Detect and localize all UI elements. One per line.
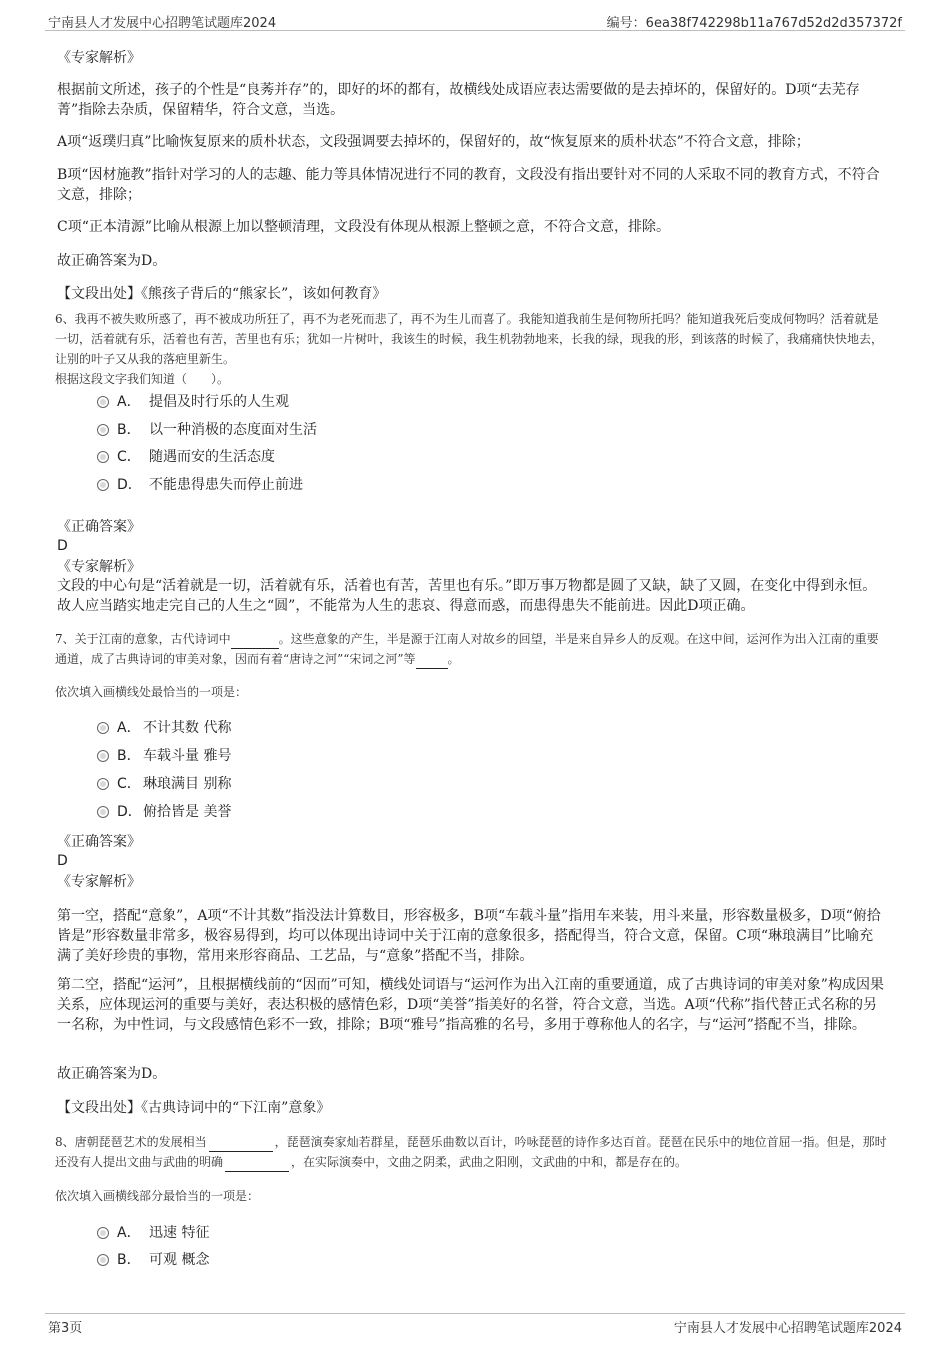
- q7-stem-part3: 。: [447, 652, 460, 666]
- q7-option-a[interactable]: [97, 718, 231, 738]
- q8-stem-part2: ，琵琶演奏家灿若群星，琵琶乐曲数以百计，吟咏琵琶的诗作多达百首。琵琶在民乐中的地位首屈一指。但是，那时还没有人提出文曲与武曲的明确: [55, 1135, 887, 1169]
- option-letter: A．: [117, 394, 141, 410]
- q5-analysis-p4: C项“正本清源”比喻从根源上加以整顿清理，文段没有体现从根源上整顿之意，不符合文意，排除。: [57, 219, 671, 235]
- option-text: 车载斗量 雅号: [143, 748, 232, 764]
- radio-icon[interactable]: [97, 424, 109, 436]
- q6-option-d[interactable]: [97, 475, 303, 495]
- header-title: 宁南县人才发展中心招聘笔试题库2024: [48, 16, 277, 31]
- q7-stem-part1: 7、关于江南的意象，古代诗词中: [55, 632, 231, 646]
- option-letter: A．: [117, 1225, 141, 1241]
- radio-icon[interactable]: [97, 722, 109, 734]
- q8-option-b[interactable]: [97, 1250, 209, 1270]
- q5-analysis-p3: B项“因材施教”指针对学习的人的志趣、能力等具体情况进行不同的教育，文段没有指出要针对不同的人采取不同的教育方式，不符合文意，排除；: [57, 167, 880, 203]
- option-text: 迅速 特征: [149, 1225, 210, 1241]
- option-text: 不计其数 代称: [143, 720, 232, 736]
- q8-question: 依次填入画横线部分最恰当的一项是：: [55, 1189, 260, 1203]
- option-letter: D．: [117, 804, 142, 820]
- q6-answer-heading: 《正确答案》: [57, 519, 141, 535]
- q7-option-d[interactable]: [97, 802, 231, 822]
- page-header: [45, 8, 905, 31]
- q7-answer-heading: 《正确答案》: [57, 834, 141, 850]
- q5-analysis-p1: 根据前文所述，孩子的个性是“良莠并存”的，即好的坏的都有，故横线处成语应表达需要做的是去掉坏的，保留好的。D项“去芜存菁”指除去杂质，保留精华，符合文意，当选。: [57, 82, 860, 118]
- q7-blank-2: [416, 654, 448, 669]
- q6-question: 根据这段文字我们知道（ ）。: [55, 372, 230, 386]
- q8-stem: [55, 1132, 890, 1172]
- q7-stem-part2: 。这些意象的产生，半是源于江南人对故乡的回望，半是来自异乡人的反观。在这中间，运河作为出入江南的重要通道，成了古典诗词的审美对象，因而有着“唐诗之河”“宋词之河”等: [55, 632, 879, 666]
- option-text: 可观 概念: [149, 1252, 210, 1268]
- option-letter: C．: [117, 449, 141, 465]
- radio-icon[interactable]: [97, 1254, 109, 1266]
- option-letter: A．: [117, 720, 141, 736]
- option-text: 琳琅满目 别称: [143, 776, 232, 792]
- footer-title: 宁南县人才发展中心招聘笔试题库2024: [673, 1321, 902, 1336]
- q8-blank-2: [225, 1157, 289, 1172]
- q5-analysis-heading: 《专家解析》: [57, 50, 141, 66]
- option-letter: D．: [117, 477, 142, 493]
- q7-option-b[interactable]: [97, 746, 231, 766]
- option-text: 不能患得患失而停止前进: [149, 477, 303, 493]
- q5-conclusion: 故正确答案为D。: [57, 253, 167, 269]
- q6-option-b[interactable]: [97, 420, 317, 440]
- option-text: 以一种消极的态度面对生活: [149, 422, 317, 438]
- option-letter: B．: [117, 422, 141, 438]
- q7-analysis-heading: 《专家解析》: [57, 874, 141, 890]
- q7-question: 依次填入画横线处最恰当的一项是：: [55, 685, 248, 699]
- page-footer: [45, 1313, 905, 1338]
- radio-icon[interactable]: [97, 451, 109, 463]
- option-letter: B．: [117, 1252, 141, 1268]
- option-text: 随遇而安的生活态度: [149, 449, 275, 465]
- q8-option-a[interactable]: [97, 1223, 209, 1243]
- q6-answer: D: [57, 538, 68, 554]
- q6-analysis-heading: 《专家解析》: [57, 559, 141, 575]
- option-letter: C．: [117, 776, 141, 792]
- q7-option-c[interactable]: [97, 774, 231, 794]
- q8-stem-part1: 8、唐朝琵琶艺术的发展相当: [55, 1135, 207, 1149]
- q7-analysis-p2: 第二空，搭配“运河”，且根据横线前的“因而”可知，横线处词语与“运河作为出入江南的重要通道，成了古典诗词的审美对象”构成因果关系，应体现运河的重要与美好，表达积极的感情色彩，D项“美誉”指美好的名誉，符合文意，当选。A项“代称”指代替正式名称的另一名称，为中性词，与文段感情色彩不一致，排除；B项“雅号”指高雅的名号，多用于尊称他人的名字，与“运河”搭配不当，排除。: [57, 977, 884, 1033]
- q7-source: 【文段出处】《古典诗词中的“下江南”意象》: [57, 1100, 331, 1116]
- radio-icon[interactable]: [97, 778, 109, 790]
- q6-analysis: 文段的中心句是“活着就是一切，活着就有乐，活着也有苦，苦里也有乐。”即万事万物都是圆了又缺，缺了又圆，在变化中得到永恒。故人应当踏实地走完自己的人生之“圆”，不能常为人生的悲哀、得意而惑，而患得患失不能前进。因此D项正确。: [57, 578, 877, 614]
- q6-stem: 6、我再不被失败所惑了，再不被成功所狂了，再不为老死而悲了，再不为生儿而喜了。我能知道我前生是何物所托吗？能知道我死后变成何物吗？活着就是一切，活着就有乐，活着也有苦，苦里也有乐；犹如一片树叶，我该生的时候，我生机勃勃地来，长我的绿，现我的形，到该落的时候了，我痛痛快快地去，让别的叶子又从我的落疤里新生。: [55, 312, 884, 366]
- option-text: 俯拾皆是 美誉: [143, 804, 232, 820]
- q7-stem: [55, 629, 890, 669]
- header-doc-id: 编号：6ea38f742298b11a767d52d2d357372f: [606, 16, 902, 31]
- q6-option-a[interactable]: [97, 392, 289, 412]
- q8-stem-part3: ，在实际演奏中，文曲之阴柔，武曲之阳刚，文武曲的中和，都是存在的。: [291, 1155, 688, 1169]
- radio-icon[interactable]: [97, 479, 109, 491]
- q7-conclusion: 故正确答案为D。: [57, 1066, 167, 1082]
- q7-blank-1: [231, 634, 279, 649]
- q5-source: 【文段出处】《熊孩子背后的“熊家长”，该如何教育》: [57, 286, 387, 302]
- q6-option-c[interactable]: [97, 447, 275, 467]
- q7-answer: D: [57, 853, 68, 869]
- radio-icon[interactable]: [97, 396, 109, 408]
- q7-analysis-p1: 第一空，搭配“意象”，A项“不计其数”指没法计算数目，形容极多，B项“车载斗量”指用车来装，用斗来量，形容数量极多，D项“俯拾皆是”形容数量非常多，极容易得到，均可以体现出诗词中关于江南的意象很多，搭配得当，符合文意，保留。C项“琳琅满目”比喻充满了美好珍贵的事物，常用来形容商品、工艺品，与“意象”搭配不当，排除。: [57, 908, 881, 964]
- radio-icon[interactable]: [97, 750, 109, 762]
- radio-icon[interactable]: [97, 1227, 109, 1239]
- option-letter: B．: [117, 748, 141, 764]
- page-number: 第3页: [48, 1321, 83, 1336]
- option-text: 提倡及时行乐的人生观: [149, 394, 289, 410]
- q8-blank-1: [209, 1137, 273, 1152]
- radio-icon[interactable]: [97, 806, 109, 818]
- q5-analysis-p2: A项“返璞归真”比喻恢复原来的质朴状态，文段强调要去掉坏的，保留好的，故“恢复原来的质朴状态”不符合文意，排除；: [57, 134, 810, 150]
